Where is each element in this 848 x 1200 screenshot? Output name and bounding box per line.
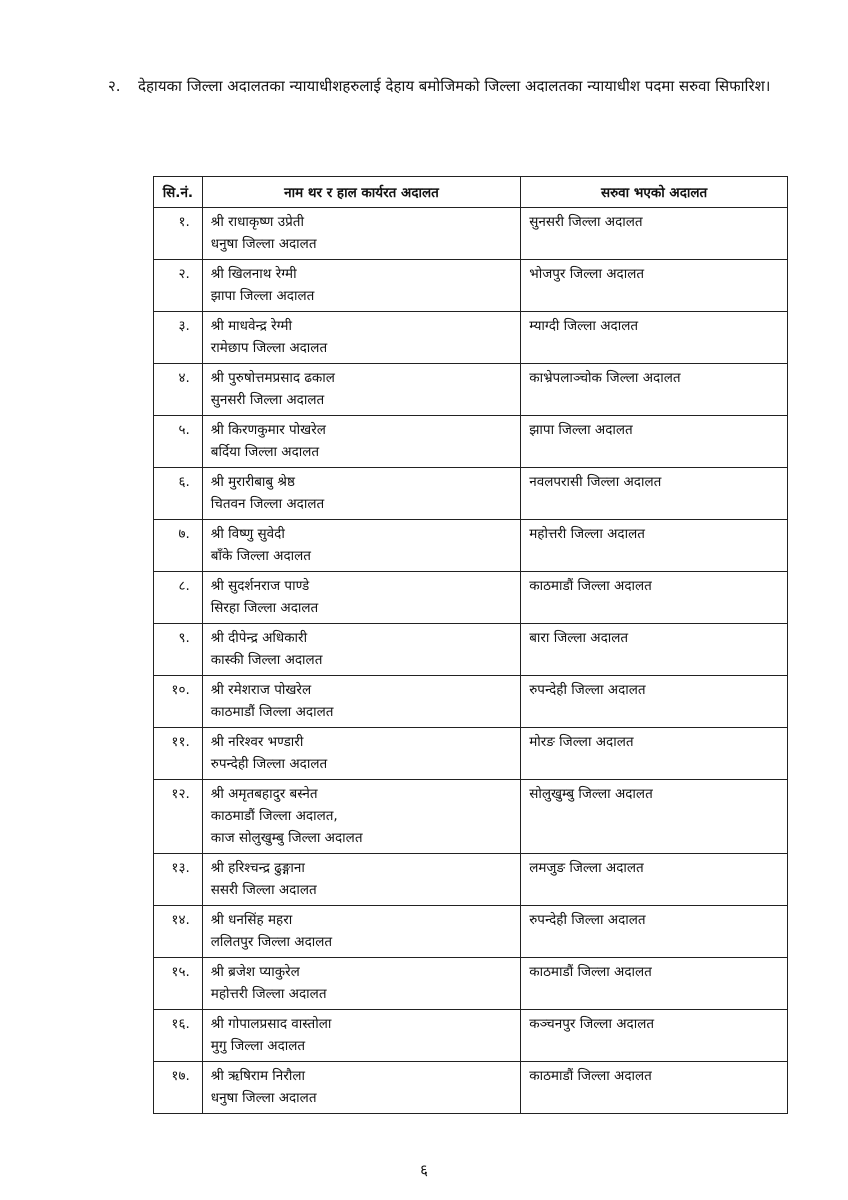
transferred-court: नवलपरासी जिल्ला अदालत [521,468,788,520]
serial-number: १३. [154,854,203,906]
section-number: २. [108,77,121,95]
current-court: चितवन जिल्ला अदालत [210,496,325,512]
judge-name: श्री रमेशराज पोखरेल [210,682,312,698]
current-court: ससरी जिल्ला अदालत [210,882,317,898]
header-name-current-court: नाम थर र हाल कार्यरत अदालत [202,177,520,208]
serial-number: १२. [154,780,203,854]
current-court: झापा जिल्ला अदालत [210,288,315,304]
name-current-court-cell [202,1062,520,1114]
table-row [154,854,788,906]
transferred-court: झापा जिल्ला अदालत [521,416,788,468]
serial-number: ८. [154,572,203,624]
current-court: बर्दिया जिल्ला अदालत [210,444,320,460]
table-row [154,312,788,364]
table-row [154,780,788,854]
serial-number: ७. [154,520,203,572]
name-current-court-cell [202,572,520,624]
name-current-court-cell [202,728,520,780]
table-row [154,260,788,312]
transferred-court: मोरङ जिल्ला अदालत [521,728,788,780]
transferred-court: सुनसरी जिल्ला अदालत [521,208,788,260]
transferred-court: काठमाडौं जिल्ला अदालत [521,1062,788,1114]
serial-number: २. [154,260,203,312]
table-row [154,1062,788,1114]
judge-name: श्री सुदर्शनराज पाण्डे [210,578,310,594]
transferred-court: कञ्चनपुर जिल्ला अदालत [521,1010,788,1062]
intro-paragraph [108,72,798,100]
current-court: बाँके जिल्ला अदालत [210,548,311,564]
name-current-court-cell [202,364,520,416]
name-current-court-cell [202,624,520,676]
judge-name: श्री ब्रजेश प्याकुरेल [210,964,300,980]
transferred-court: काठमाडौं जिल्ला अदालत [521,572,788,624]
name-current-court-cell [202,260,520,312]
transferred-court: म्याग्दी जिल्ला अदालत [521,312,788,364]
judge-name: श्री ऋषिराम निरौला [210,1068,305,1084]
current-court: सिरहा जिल्ला अदालत [210,600,319,616]
header-serial: सि.नं. [154,177,203,208]
transferred-court: काठमाडौं जिल्ला अदालत [521,958,788,1010]
serial-number: १०. [154,676,203,728]
judge-name: श्री धनसिंह महरा [210,912,293,928]
transferred-court: काभ्रेपलाञ्चोक जिल्ला अदालत [521,364,788,416]
judge-name: श्री नरिश्वर भण्डारी [210,734,304,750]
name-current-court-cell [202,416,520,468]
transferred-court: भोजपुर जिल्ला अदालत [521,260,788,312]
current-court: धनुषा जिल्ला अदालत [210,1090,317,1106]
name-current-court-cell [202,906,520,958]
header-transferred-court: सरुवा भएको अदालत [521,177,788,208]
judge-name: श्री गोपालप्रसाद वास्तोला [210,1016,332,1032]
current-court: धनुषा जिल्ला अदालत [210,236,317,252]
table-row [154,624,788,676]
table-row [154,1010,788,1062]
intro-text: देहायका जिल्ला अदालतका न्यायाधीशहरुलाई देहाय बमोजिमको जिल्ला अदालतका न्यायाधीश पदमा सरुवा सिफारिश। [138,77,771,95]
name-current-court-cell [202,520,520,572]
table-row [154,906,788,958]
serial-number: ३. [154,312,203,364]
name-current-court-cell [202,958,520,1010]
table-row [154,520,788,572]
judge-name: श्री हरिश्चन्द्र ढुङ्गाना [210,860,305,876]
table-row [154,208,788,260]
current-court: ललितपुर जिल्ला अदालत [210,934,333,950]
current-court: काज सोलुखुम्बु जिल्ला अदालत [210,830,363,846]
current-court: कास्की जिल्ला अदालत [210,652,323,668]
serial-number: ११. [154,728,203,780]
judge-name: श्री अमृतबहादुर बस्नेत [210,786,318,802]
judge-name: श्री राधाकृष्ण उप्रेती [210,214,304,230]
transferred-court: लमजुङ जिल्ला अदालत [521,854,788,906]
serial-number: ६. [154,468,203,520]
name-current-court-cell [202,854,520,906]
serial-number: ५. [154,416,203,468]
serial-number: ४. [154,364,203,416]
table-body [154,208,788,1114]
current-court: काठमाडौं जिल्ला अदालत [210,704,334,720]
table-row [154,364,788,416]
judge-name: श्री मुरारीबाबु श्रेष्ठ [210,474,295,490]
name-current-court-cell [202,468,520,520]
transferred-court: सोलुखुम्बु जिल्ला अदालत [521,780,788,854]
name-current-court-cell [202,208,520,260]
table-row [154,676,788,728]
judge-name: श्री खिलनाथ रेग्मी [210,266,297,282]
page-number: ६ [420,1161,428,1179]
table-header-row [154,177,788,208]
table-row [154,572,788,624]
judge-name: श्री किरणकुमार पोखरेल [210,422,326,438]
table-row [154,468,788,520]
serial-number: १. [154,208,203,260]
name-current-court-cell [202,312,520,364]
serial-number: १५. [154,958,203,1010]
current-court: मुगु जिल्ला अदालत [210,1038,306,1054]
table-row [154,416,788,468]
transferred-court: महोत्तरी जिल्ला अदालत [521,520,788,572]
judge-name: श्री विष्णु सुवेदी [210,526,285,542]
serial-number: १४. [154,906,203,958]
serial-number: १७. [154,1062,203,1114]
table-row [154,958,788,1010]
table-row [154,728,788,780]
name-current-court-cell [202,676,520,728]
judge-name: श्री माधवेन्द्र रेग्मी [210,318,293,334]
current-court: रामेछाप जिल्ला अदालत [210,340,328,356]
serial-number: १६. [154,1010,203,1062]
transferred-court: रुपन्देही जिल्ला अदालत [521,676,788,728]
transferred-court: बारा जिल्ला अदालत [521,624,788,676]
current-court: रुपन्देही जिल्ला अदालत [210,756,328,772]
serial-number: ९. [154,624,203,676]
name-current-court-cell [202,1010,520,1062]
judge-name: श्री पुरुषोत्तमप्रसाद ढकाल [210,370,335,386]
transfer-table [153,176,788,1114]
current-court: महोत्तरी जिल्ला अदालत [210,986,327,1002]
current-court: काठमाडौं जिल्ला अदालत, [210,808,338,824]
judge-name: श्री दीपेन्द्र अधिकारी [210,630,308,646]
transferred-court: रुपन्देही जिल्ला अदालत [521,906,788,958]
current-court: सुनसरी जिल्ला अदालत [210,392,325,408]
name-current-court-cell [202,780,520,854]
